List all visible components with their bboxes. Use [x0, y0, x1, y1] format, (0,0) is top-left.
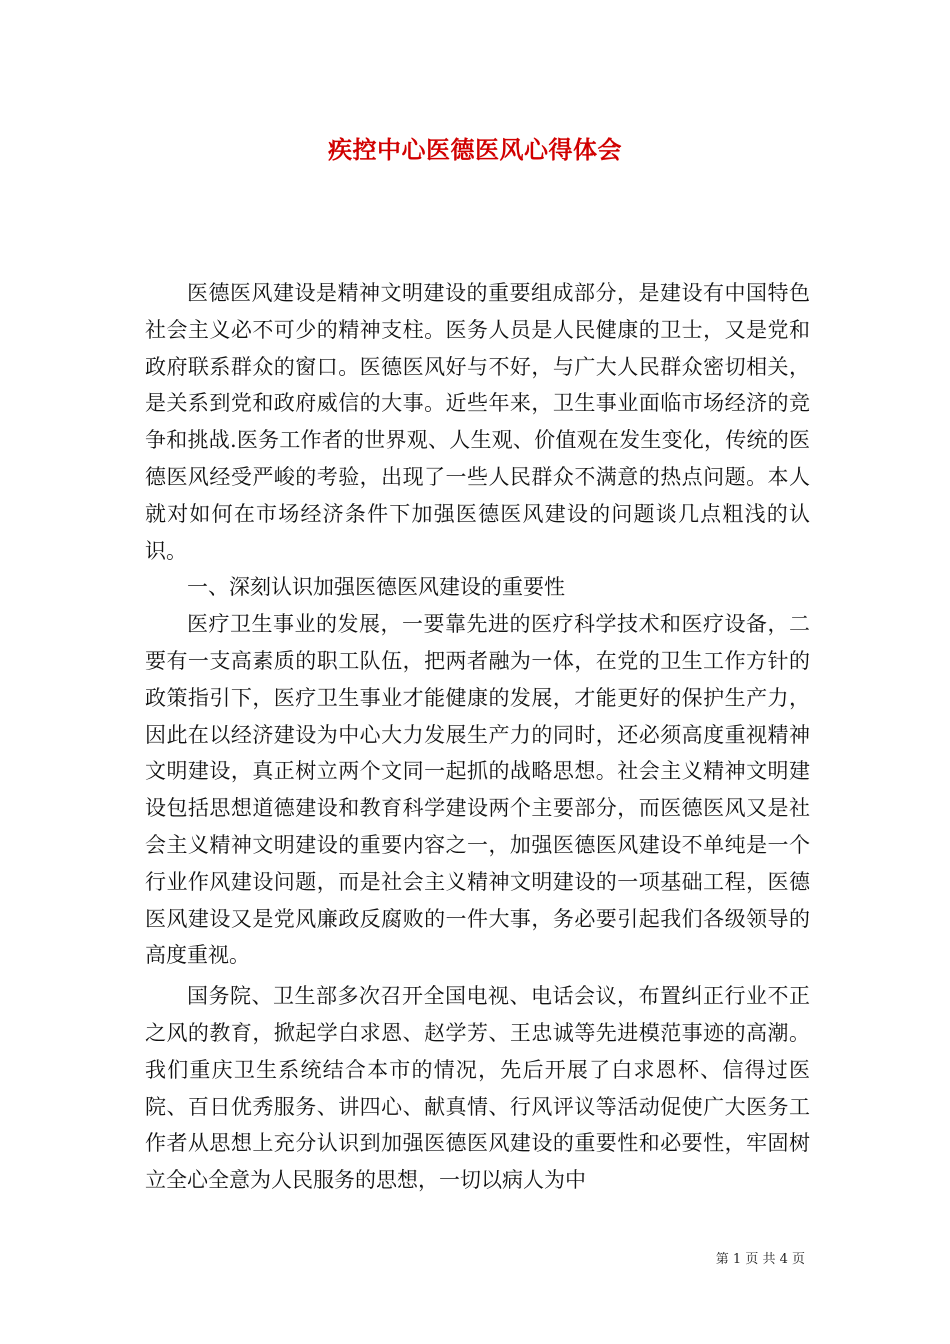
paragraph-development: 医疗卫生事业的发展，一要靠先进的医疗科学技术和医疗设备，二要有一支高素质的职工队伍，把两者融为一体，在党的卫生工作方针的政策指引下，医疗卫生事业才能健康的发展，才能更好的保护生产力，因此在以经济建设为中心大力发展生产力的同时，还必须高度重视精神文明建设，真正树立两个文同一起抓的战略思想。社会主义精神文明建设包括思想道德建设和教育科学建设两个主要部分，而医德医风又是社会主义精神文明建设的重要内容之一，加强医德医风建设不单纯是一个行业作风建设问题，而是社会主义精神文明建设的一项基础工程，医德医风建设又是党风廉政反腐败的一件大事，务必要引起我们各级领导的高度重视。 — [145, 612, 810, 968]
paragraph-state-council: 国务院、卫生部多次召开全国电视、电话会议，布置纠正行业不正之风的教育，掀起学白求恩、赵学芳、王忠诚等先进模范事迹的高潮。我们重庆卫生系统结合本市的情况，先后开展了白求恩杯、信得过医院、百日优秀服务、讲四心、献真情、行风评议等活动促使广大医务工作者从思想上充分认识到加强医德医风建设的重要性和必要性，牢固树立全心全意为人民服务的思想，一切以病人为中 — [145, 984, 810, 1193]
paragraph-intro: 医德医风建设是精神文明建设的重要组成部分，是建设有中国特色社会主义必不可少的精神支柱。医务人员是人民健康的卫士，又是党和政府联系群众的窗口。医德医风好与不好，与广大人民群众密切相关，是关系到党和政府威信的大事。近些年来，卫生事业面临市场经济的竞争和挑战.医务工作者的世界观、人生观、价值观在发生变化，传统的医德医风经受严峻的考验，出现了一些人民群众不满意的热点问题。本人就对如何在市场经济条件下加强医德医风建设的问题谈几点粗浅的认识。 — [145, 281, 810, 563]
section-heading-1: 一、深刻认识加强医德医风建设的重要性 — [187, 575, 565, 600]
document-body — [145, 275, 810, 1199]
document-title: 疾控中心医德医风心得体会 — [328, 135, 622, 164]
page-number: 第 1 页 共 4 页 — [715, 1252, 805, 1267]
